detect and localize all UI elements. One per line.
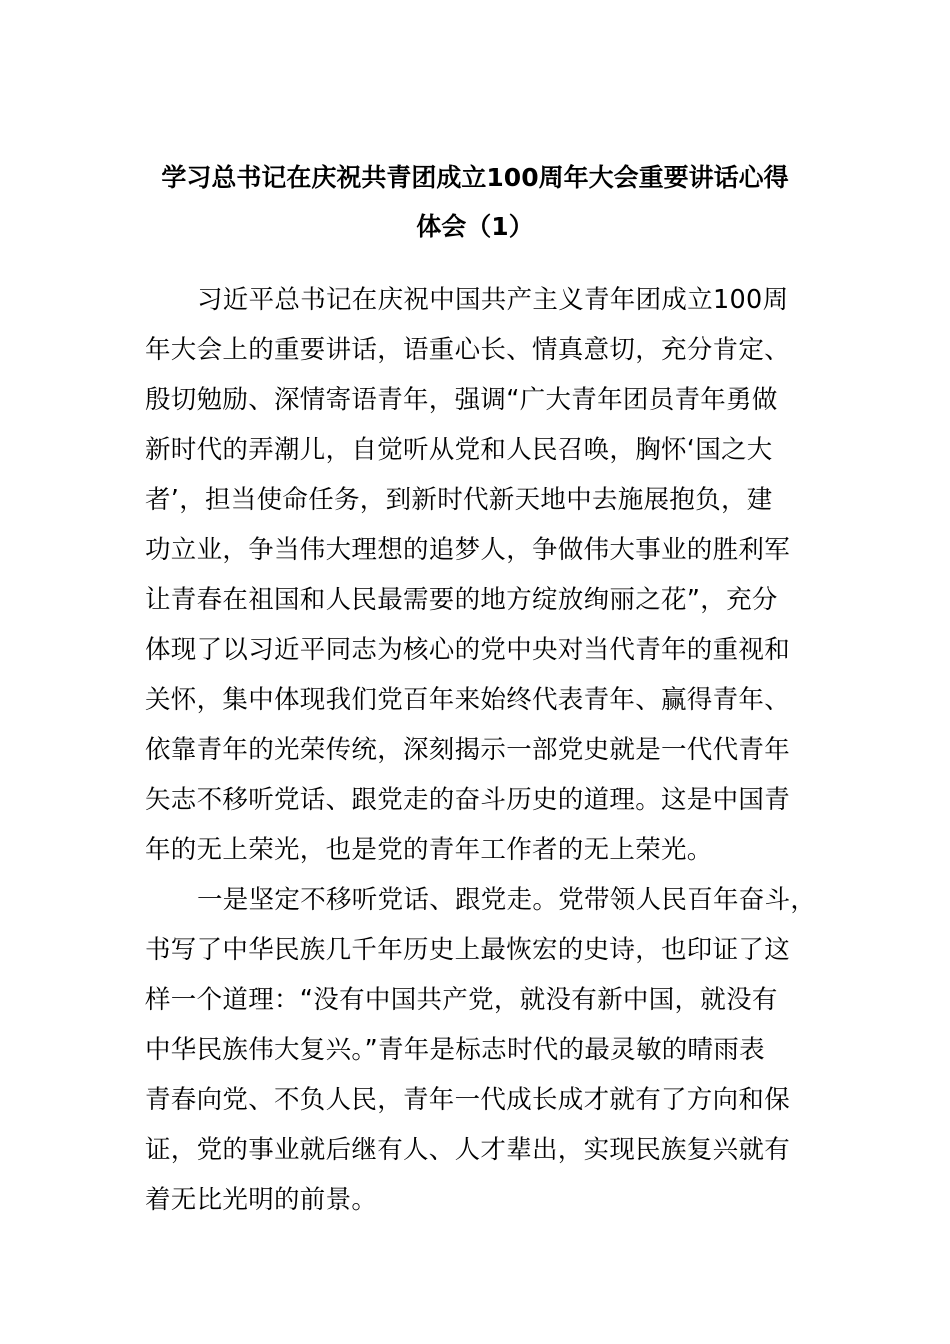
paragraph-1 xyxy=(145,275,810,875)
text-line: 让青春在祖国和人民最需要的地方绽放绚丽之花”，充分 xyxy=(145,585,778,615)
text-line: 着无比光明的前景。 xyxy=(145,1185,378,1215)
text-line: 样一个道理：“没有中国共产党，就没有新中国，就没有 xyxy=(145,985,778,1015)
text-line: 关怀，集中体现我们党百年来始终代表青年、赢得青年、 xyxy=(145,685,791,715)
text-line: 证，党的事业就后继有人、人才辈出，实现民族复兴就有 xyxy=(145,1135,791,1165)
text-line: 者’，担当使命任务，到新时代新天地中去施展抱负，建 xyxy=(145,485,773,515)
text-line: 殷切勉励、深情寄语青年，强调“广大青年团员青年勇做 xyxy=(145,385,778,415)
text-line: 年的无上荣光，也是党的青年工作者的无上荣光。 xyxy=(145,835,713,865)
text-line: 青春向党、不负人民，青年一代成长成才就有了方向和保 xyxy=(145,1085,791,1115)
text-line: 中华民族伟大复兴。”青年是标志时代的最灵敏的晴雨表 xyxy=(145,1035,765,1065)
document-title-line-2: 体会（1） xyxy=(416,212,534,241)
text-line: 习近平总书记在庆祝中国共产主义青年团成立100周 xyxy=(197,285,789,315)
text-line: 体现了以习近平同志为核心的党中央对当代青年的重视和 xyxy=(145,635,791,665)
document-body xyxy=(145,275,817,1225)
text-line: 一是坚定不移听党话、跟党走。党带领人民百年奋斗， xyxy=(197,885,817,915)
text-line: 矢志不移听党话、跟党走的奋斗历史的道理。这是中国青 xyxy=(145,785,791,815)
text-line: 依靠青年的光荣传统，深刻揭示一部党史就是一代代青年 xyxy=(145,735,791,765)
text-line: 年大会上的重要讲话，语重心长、情真意切，充分肯定、 xyxy=(145,335,791,365)
text-line: 新时代的弄潮儿，自觉听从党和人民召唤，胸怀‘国之大 xyxy=(145,435,773,465)
text-line: 书写了中华民族几千年历史上最恢宏的史诗，也印证了这 xyxy=(145,935,791,965)
paragraph-2 xyxy=(145,875,817,1225)
document-title-line-1: 学习总书记在庆祝共青团成立100周年大会重要讲话心得 xyxy=(161,163,789,192)
text-line: 功立业，争当伟大理想的追梦人，争做伟大事业的胜利军 xyxy=(145,535,791,565)
